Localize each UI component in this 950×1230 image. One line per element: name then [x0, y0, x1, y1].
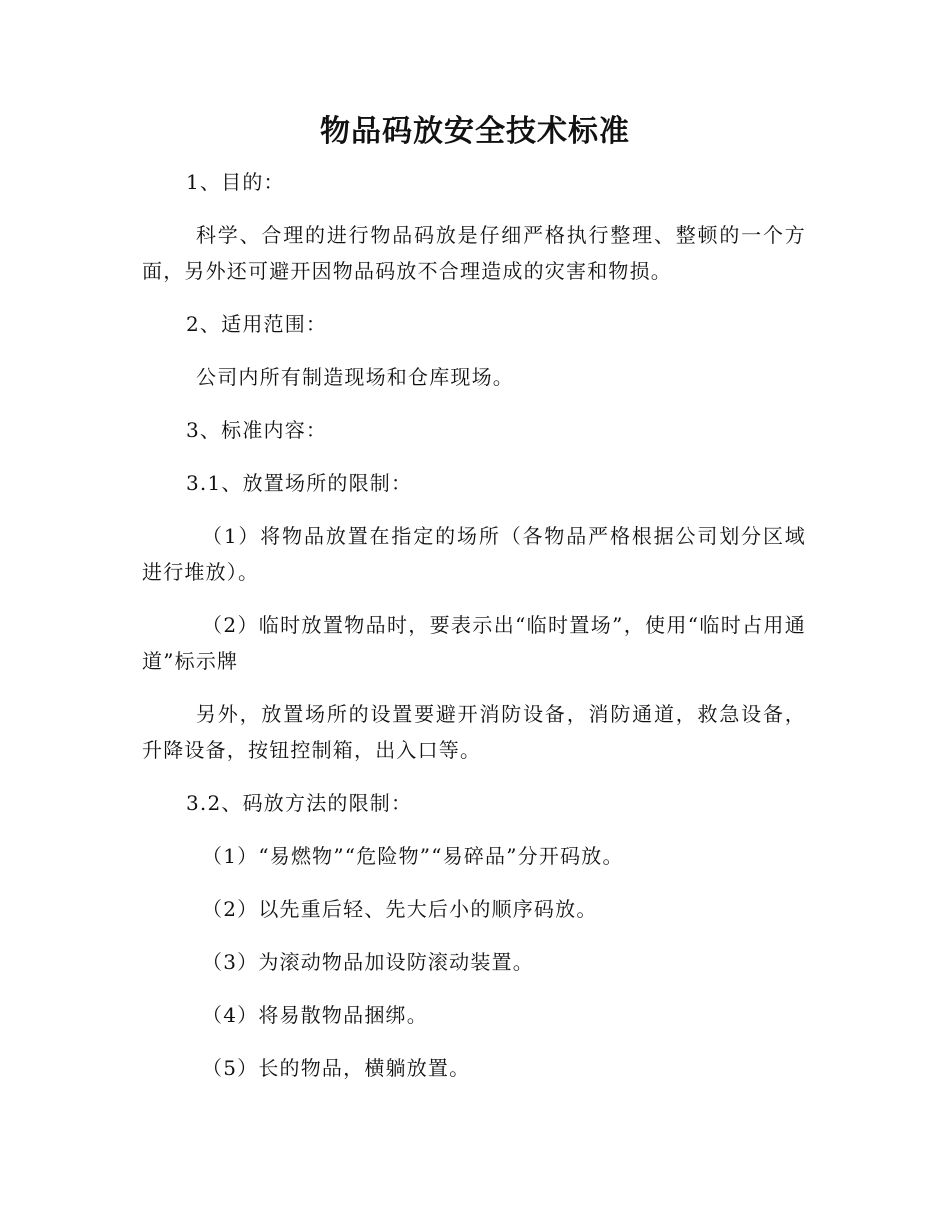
section-3-1-note: 另外，放置场所的设置要避开消防设备，消防通道，救急设备，升降设备，按钮控制箱，出入口等。: [142, 702, 806, 762]
section-2-body: 公司内所有制造现场和仓库现场。: [196, 365, 514, 389]
section-1-heading: 1、目的：: [186, 170, 285, 194]
document-title: 物品码放安全技术标准: [320, 114, 630, 149]
section-3-2-item-3: （3）为滚动物品加设防滚动装置。: [202, 950, 534, 974]
section-3-2-item-2: （2）以先重后轻、先大后小的顺序码放。: [202, 897, 598, 921]
section-3-1-item-2: （2）临时放置物品时，要表示出“临时置场”，使用“临时占用通道”标示牌: [142, 613, 806, 673]
section-3-heading: 3、标准内容：: [186, 418, 328, 442]
section-3-2-item-5: （5）长的物品，横躺放置。: [202, 1056, 471, 1080]
section-3-2-item-1: （1）“易燃物”“危险物”“易碎品”分开码放。: [202, 844, 624, 868]
section-3-2-item-4: （4）将易散物品捆绑。: [202, 1003, 428, 1027]
section-3-1-item-1: （1）将物品放置在指定的场所（各物品严格根据公司划分区域进行堆放）。: [142, 524, 806, 584]
section-3-2-heading: 3.2、码放方法的限制：: [186, 791, 413, 815]
section-3-1-heading: 3.1、放置场所的限制：: [186, 471, 413, 495]
section-1-body: 科学、合理的进行物品码放是仔细严格执行整理、整顿的一个方面，另外还可避开因物品码放不合理造成的灾害和物损。: [142, 223, 806, 283]
section-2-heading: 2、适用范围：: [186, 312, 328, 336]
